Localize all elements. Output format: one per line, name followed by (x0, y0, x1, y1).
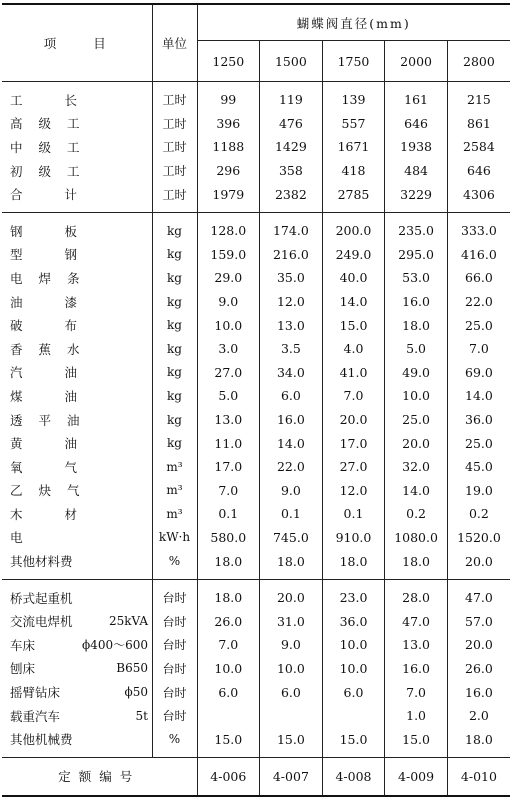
unit-cell: kg (152, 243, 197, 267)
value-cell: 10.0 (385, 384, 448, 408)
unit-cell: 工时 (152, 88, 197, 112)
table-row (2, 219, 510, 243)
item-cell (2, 431, 152, 455)
item-name: 香蕉水 (10, 341, 96, 357)
value-cell: 28.0 (385, 586, 448, 610)
item-name: 高级工 (10, 116, 96, 132)
value-cell: 159.0 (197, 243, 260, 267)
item-cell (2, 479, 152, 503)
value-cell: 5.0 (197, 384, 260, 408)
diameter-group-header: 蝴蝶阀直径(mm) (197, 4, 510, 41)
unit-cell: 台时 (152, 633, 197, 657)
machine-spec: ϕ50 (124, 685, 148, 700)
item-cell (2, 361, 152, 385)
value-cell: 7.0 (385, 680, 448, 704)
value-cell: 1.0 (385, 704, 448, 728)
table-row (2, 384, 510, 408)
unit-cell: kg (152, 431, 197, 455)
machine-name-spec (10, 589, 148, 607)
value-cell: 18.0 (385, 549, 448, 573)
value-cell (260, 704, 323, 728)
value-cell: 1938 (385, 135, 448, 159)
machine-spec: 25kVA (108, 614, 148, 629)
machine-name-spec (10, 612, 148, 630)
quota-code: 4-009 (385, 758, 448, 796)
item-name: 其他材料费 (10, 554, 73, 570)
diameter-header: 2000 (385, 41, 448, 82)
value-cell: 31.0 (260, 609, 323, 633)
value-cell: 0.1 (197, 502, 260, 526)
value-cell: 41.0 (322, 361, 385, 385)
value-cell: 66.0 (447, 266, 510, 290)
value-cell: 249.0 (322, 243, 385, 267)
unit-cell: kg (152, 361, 197, 385)
table-row (2, 88, 510, 112)
unit-header: 单位 (152, 4, 197, 82)
value-cell: 14.0 (260, 431, 323, 455)
value-cell: 9.0 (260, 633, 323, 657)
item-cell (2, 633, 152, 657)
table-row (2, 526, 510, 550)
table-row (2, 633, 510, 657)
unit-cell: kg (152, 384, 197, 408)
unit-cell: m³ (152, 502, 197, 526)
unit-cell: kg (152, 313, 197, 337)
value-cell: 29.0 (197, 266, 260, 290)
item-name: 油漆 (10, 294, 120, 310)
table-row (2, 182, 510, 206)
item-name: 电焊条 (10, 270, 96, 286)
machine-spec: 5t (135, 708, 148, 723)
unit-cell: m³ (152, 455, 197, 479)
item-cell (2, 680, 152, 704)
machine-spec: B650 (116, 661, 148, 676)
item-name: 煤油 (10, 388, 120, 404)
table-row (2, 290, 510, 314)
value-cell: 69.0 (447, 361, 510, 385)
item-cell (2, 549, 152, 573)
value-cell: 12.0 (260, 290, 323, 314)
value-cell: 6.0 (322, 680, 385, 704)
value-cell: 1671 (322, 135, 385, 159)
table-row (2, 657, 510, 681)
value-cell: 25.0 (447, 313, 510, 337)
value-cell: 13.0 (260, 313, 323, 337)
value-cell: 18.0 (385, 313, 448, 337)
machine-name: 其他机械费 (10, 732, 73, 748)
value-cell: 16.0 (447, 680, 510, 704)
value-cell: 235.0 (385, 219, 448, 243)
value-cell: 22.0 (447, 290, 510, 314)
table-row (2, 266, 510, 290)
item-cell (2, 727, 152, 751)
value-cell: 25.0 (385, 408, 448, 432)
value-cell: 20.0 (385, 431, 448, 455)
value-cell: 646 (385, 112, 448, 136)
value-cell: 910.0 (322, 526, 385, 550)
diameter-header: 1750 (322, 41, 385, 82)
value-cell: 45.0 (447, 455, 510, 479)
value-cell: 49.0 (385, 361, 448, 385)
value-cell: 20.0 (322, 408, 385, 432)
value-cell: 5.0 (385, 337, 448, 361)
value-cell: 18.0 (260, 549, 323, 573)
item-cell (2, 88, 152, 112)
value-cell: 27.0 (197, 361, 260, 385)
value-cell: 861 (447, 112, 510, 136)
unit-cell: 台时 (152, 680, 197, 704)
diameter-header: 2800 (447, 41, 510, 82)
value-cell: 418 (322, 159, 385, 183)
item-cell (2, 384, 152, 408)
value-cell (197, 704, 260, 728)
value-cell: 1080.0 (385, 526, 448, 550)
value-cell: 22.0 (260, 455, 323, 479)
value-cell: 1188 (197, 135, 260, 159)
value-cell: 358 (260, 159, 323, 183)
value-cell: 0.1 (322, 502, 385, 526)
value-cell: 16.0 (260, 408, 323, 432)
item-cell (2, 266, 152, 290)
value-cell: 10.0 (197, 657, 260, 681)
value-cell: 20.0 (260, 586, 323, 610)
value-cell: 396 (197, 112, 260, 136)
value-cell: 18.0 (197, 549, 260, 573)
value-cell: 215 (447, 88, 510, 112)
value-cell: 3229 (385, 182, 448, 206)
table-row (2, 704, 510, 728)
machine-name: 车床 (10, 637, 36, 653)
quota-number-text: 定额编号 (58, 769, 141, 785)
value-cell: 7.0 (447, 337, 510, 361)
item-name: 氧气 (10, 459, 120, 475)
value-cell: 7.0 (197, 479, 260, 503)
value-cell: 2785 (322, 182, 385, 206)
value-cell: 36.0 (447, 408, 510, 432)
value-cell: 32.0 (385, 455, 448, 479)
labor-section (2, 82, 510, 213)
value-cell: 35.0 (260, 266, 323, 290)
value-cell: 2382 (260, 182, 323, 206)
machine-name-spec (10, 707, 148, 725)
table-row (2, 361, 510, 385)
table-row (2, 135, 510, 159)
value-cell: 484 (385, 159, 448, 183)
item-cell (2, 337, 152, 361)
value-cell: 296 (197, 159, 260, 183)
item-name: 汽油 (10, 365, 120, 381)
item-name: 中级工 (10, 139, 96, 155)
value-cell: 139 (322, 88, 385, 112)
value-cell: 53.0 (385, 266, 448, 290)
value-cell: 10.0 (260, 657, 323, 681)
item-cell (2, 455, 152, 479)
value-cell: 36.0 (322, 609, 385, 633)
unit-cell: % (152, 727, 197, 751)
unit-cell: kg (152, 337, 197, 361)
value-cell: 15.0 (197, 727, 260, 751)
unit-cell: 工时 (152, 135, 197, 159)
value-cell: 17.0 (322, 431, 385, 455)
value-cell: 745.0 (260, 526, 323, 550)
value-cell: 17.0 (197, 455, 260, 479)
item-cell (2, 112, 152, 136)
item-name: 钢板 (10, 223, 120, 239)
value-cell: 161 (385, 88, 448, 112)
unit-cell: 台时 (152, 704, 197, 728)
value-cell: 1520.0 (447, 526, 510, 550)
unit-cell: 工时 (152, 182, 197, 206)
value-cell: 47.0 (385, 609, 448, 633)
machine-name: 载重汽车 (10, 708, 61, 724)
item-cell (2, 408, 152, 432)
item-name: 电 (10, 530, 39, 546)
value-cell: 9.0 (260, 479, 323, 503)
value-cell: 7.0 (322, 384, 385, 408)
value-cell: 557 (322, 112, 385, 136)
value-cell: 3.0 (197, 337, 260, 361)
value-cell: 6.0 (260, 384, 323, 408)
unit-cell: m³ (152, 479, 197, 503)
table-row (2, 727, 510, 751)
machine-name: 摇臂钻床 (10, 685, 61, 701)
machine-name: 桥式起重机 (10, 590, 73, 606)
machine-name-spec (10, 730, 148, 748)
value-cell: 4306 (447, 182, 510, 206)
item-cell (2, 657, 152, 681)
unit-cell: % (152, 549, 197, 573)
quota-number-label (2, 758, 197, 796)
value-cell: 646 (447, 159, 510, 183)
value-cell: 416.0 (447, 243, 510, 267)
item-cell (2, 586, 152, 610)
table-row (2, 431, 510, 455)
item-header: 项 目 (43, 36, 110, 51)
value-cell: 19.0 (447, 479, 510, 503)
item-cell (2, 502, 152, 526)
unit-cell: kg (152, 219, 197, 243)
item-cell (2, 609, 152, 633)
value-cell: 57.0 (447, 609, 510, 633)
table-row (2, 112, 510, 136)
quota-code: 4-006 (197, 758, 260, 796)
value-cell: 20.0 (447, 549, 510, 573)
table-row (2, 337, 510, 361)
table-row (2, 479, 510, 503)
value-cell: 26.0 (447, 657, 510, 681)
value-cell: 128.0 (197, 219, 260, 243)
machinery-section (2, 579, 510, 757)
quota-table (2, 3, 510, 797)
item-name: 黄油 (10, 436, 120, 452)
value-cell (322, 704, 385, 728)
item-name: 乙炔气 (10, 483, 96, 499)
value-cell: 26.0 (197, 609, 260, 633)
value-cell: 2.0 (447, 704, 510, 728)
value-cell: 0.2 (447, 502, 510, 526)
value-cell: 27.0 (322, 455, 385, 479)
value-cell: 6.0 (197, 680, 260, 704)
table-row (2, 609, 510, 633)
value-cell: 14.0 (385, 479, 448, 503)
table-row (2, 243, 510, 267)
table-row (2, 549, 510, 573)
value-cell: 476 (260, 112, 323, 136)
machine-name-spec (10, 683, 148, 701)
value-cell: 0.1 (260, 502, 323, 526)
value-cell: 15.0 (385, 727, 448, 751)
item-cell (2, 182, 152, 206)
value-cell: 15.0 (260, 727, 323, 751)
value-cell: 16.0 (385, 290, 448, 314)
machine-name: 刨床 (10, 661, 36, 677)
quota-code: 4-008 (322, 758, 385, 796)
value-cell: 1979 (197, 182, 260, 206)
table-row (2, 313, 510, 337)
value-cell: 580.0 (197, 526, 260, 550)
unit-cell: 工时 (152, 159, 197, 183)
unit-cell: 台时 (152, 586, 197, 610)
unit-cell: kg (152, 290, 197, 314)
value-cell: 2584 (447, 135, 510, 159)
value-cell: 23.0 (322, 586, 385, 610)
table-row (2, 680, 510, 704)
item-cell (2, 313, 152, 337)
value-cell: 200.0 (322, 219, 385, 243)
item-name: 木材 (10, 506, 120, 522)
item-name: 工长 (10, 92, 120, 108)
value-cell: 295.0 (385, 243, 448, 267)
unit-cell: kg (152, 266, 197, 290)
unit-cell: 台时 (152, 657, 197, 681)
table-row (2, 502, 510, 526)
item-name: 破布 (10, 318, 120, 334)
unit-cell: 台时 (152, 609, 197, 633)
item-cell (2, 159, 152, 183)
value-cell: 20.0 (447, 633, 510, 657)
value-cell: 34.0 (260, 361, 323, 385)
table-row (2, 408, 510, 432)
unit-cell: kW·h (152, 526, 197, 550)
diameter-header: 1250 (197, 41, 260, 82)
value-cell: 119 (260, 88, 323, 112)
value-cell: 18.0 (322, 549, 385, 573)
value-cell: 15.0 (322, 727, 385, 751)
machine-name-spec (10, 659, 148, 677)
value-cell: 40.0 (322, 266, 385, 290)
table-row (2, 159, 510, 183)
value-cell: 18.0 (447, 727, 510, 751)
table-row (2, 455, 510, 479)
value-cell: 16.0 (385, 657, 448, 681)
value-cell: 14.0 (447, 384, 510, 408)
item-cell (2, 219, 152, 243)
value-cell: 6.0 (260, 680, 323, 704)
value-cell: 47.0 (447, 586, 510, 610)
machine-name-spec (10, 636, 148, 654)
table-row (2, 586, 510, 610)
item-name: 初级工 (10, 163, 96, 179)
item-name: 合计 (10, 187, 120, 203)
value-cell: 10.0 (197, 313, 260, 337)
quota-code: 4-007 (260, 758, 323, 796)
value-cell: 18.0 (197, 586, 260, 610)
value-cell: 3.5 (260, 337, 323, 361)
value-cell: 25.0 (447, 431, 510, 455)
value-cell: 11.0 (197, 431, 260, 455)
item-cell (2, 290, 152, 314)
value-cell: 0.2 (385, 502, 448, 526)
item-name: 型钢 (10, 247, 120, 263)
machine-spec: ϕ400～600 (82, 638, 148, 653)
item-cell (2, 135, 152, 159)
item-name: 透平油 (10, 412, 96, 428)
value-cell: 10.0 (322, 633, 385, 657)
value-cell: 1429 (260, 135, 323, 159)
value-cell: 174.0 (260, 219, 323, 243)
value-cell: 7.0 (197, 633, 260, 657)
item-cell (2, 243, 152, 267)
material-section (2, 212, 510, 579)
value-cell: 13.0 (197, 408, 260, 432)
value-cell: 333.0 (447, 219, 510, 243)
value-cell: 15.0 (322, 313, 385, 337)
value-cell: 99 (197, 88, 260, 112)
quota-code: 4-010 (447, 758, 510, 796)
machine-name: 交流电焊机 (10, 614, 73, 630)
unit-cell: kg (152, 408, 197, 432)
value-cell: 10.0 (322, 657, 385, 681)
unit-cell: 工时 (152, 112, 197, 136)
value-cell: 9.0 (197, 290, 260, 314)
diameter-header: 1500 (260, 41, 323, 82)
item-cell (2, 704, 152, 728)
value-cell: 4.0 (322, 337, 385, 361)
value-cell: 14.0 (322, 290, 385, 314)
value-cell: 216.0 (260, 243, 323, 267)
value-cell: 12.0 (322, 479, 385, 503)
value-cell: 13.0 (385, 633, 448, 657)
item-cell (2, 526, 152, 550)
